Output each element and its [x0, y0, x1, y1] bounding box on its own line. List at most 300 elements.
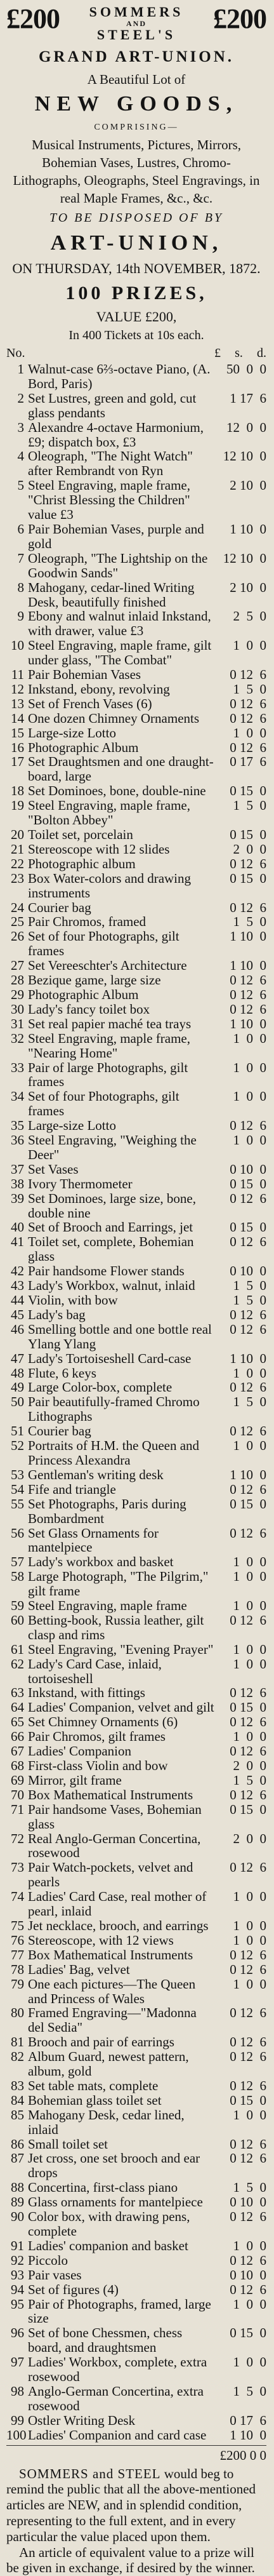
lot-line: A Beautiful Lot of	[87, 72, 186, 87]
prize-number: 78	[11, 1961, 24, 1977]
prize-value: 1 5 0	[233, 2383, 266, 2399]
firm-block	[89, 4, 184, 41]
column-headers	[6, 344, 266, 362]
prize-value: 0 12 6	[230, 2136, 266, 2152]
prize-row	[6, 1686, 266, 1700]
prize-value: 1 17 6	[230, 390, 266, 406]
prize-row	[6, 798, 266, 828]
prize-value: 0 15 0	[230, 1801, 266, 1817]
prize-description: Ladies' Companion and card case	[28, 2427, 207, 2443]
prize-number: 28	[11, 972, 24, 988]
prize-number: 98	[11, 2383, 24, 2399]
prize-row	[6, 1322, 266, 1352]
prize-description: Box Water-colors and drawing instruments	[28, 870, 192, 901]
prize-number: 19	[11, 798, 24, 814]
prize-row	[6, 1759, 266, 1773]
prize-number: 21	[11, 841, 24, 857]
prize-value: 1 10 0	[230, 2427, 266, 2443]
prize-number: 25	[11, 914, 24, 930]
prize-value: 0 17 6	[230, 754, 266, 770]
prize-description: Steel Engraving, maple frame	[28, 1598, 187, 1614]
prize-row	[6, 2079, 266, 2093]
prize-description: Set of figures (4)	[28, 2281, 119, 2297]
prize-number: 49	[11, 1379, 24, 1395]
prize-description: Lady's Workbox, walnut, inlaid	[28, 1278, 195, 1294]
prize-description: Inkstand, ebony, revolving	[28, 681, 170, 697]
prize-number: 62	[11, 1656, 24, 1672]
prize-description: Lady's Tortoiseshell Card-case	[28, 1350, 192, 1366]
prize-value: 0 15 0	[230, 1700, 266, 1715]
prize-number: 85	[11, 2107, 24, 2123]
prize-description: First-class Violin and bow	[28, 1758, 168, 1773]
prize-description: Large-size Lotto	[28, 725, 116, 741]
prize-value: 0 12 6	[230, 1481, 266, 1497]
prize-number: 65	[11, 1714, 24, 1730]
prize-description: Concertina, first-class piano	[28, 2180, 178, 2196]
prize-row	[6, 726, 266, 741]
total-amount: £200 0 0	[219, 2447, 266, 2463]
prize-description: One each pictures—The Queen and Princess of Wales	[28, 1976, 196, 2006]
prize-row	[6, 1162, 266, 1177]
prize-description: Betting-book, Russia leather, gilt clasp and rims	[28, 1612, 204, 1642]
prize-row	[6, 1948, 266, 1962]
prize-description: Set of Brooch and Earrings, jet	[28, 1219, 193, 1235]
prize-description: Smelling bottle and one bottle real Ylang Ylang	[28, 1321, 212, 1352]
prize-value: 0 12 6	[230, 2281, 266, 2297]
prize-number: 39	[11, 1190, 24, 1206]
prize-description: Steel Engraving, maple frame, "Bolton Abbey"	[28, 798, 190, 828]
prize-row	[6, 1555, 266, 1569]
prize-value: 1 0 0	[233, 1059, 266, 1075]
prize-number: 1	[17, 361, 24, 377]
prize-value: 0 12 6	[230, 1961, 266, 1977]
prize-row	[6, 1220, 266, 1235]
prize-row	[6, 1395, 266, 1424]
prize-value: 1 5 0	[233, 1394, 266, 1410]
prize-number: 60	[11, 1612, 24, 1628]
prize-row	[6, 2108, 266, 2137]
prize-description: Set Vereeschter's Architecture	[28, 958, 187, 974]
prize-number: 14	[11, 710, 24, 726]
prize-value: 0 12 6	[230, 1714, 266, 1730]
prize-number: 74	[11, 1889, 24, 1905]
prize-number: 94	[11, 2281, 24, 2297]
prize-number: 95	[11, 2296, 24, 2312]
prize-row	[6, 1061, 266, 1090]
prize-number: 30	[11, 1001, 24, 1017]
prize-description: Lady's Card Case, inlaid, tortoiseshell	[28, 1656, 162, 1686]
prize-row	[6, 1715, 266, 1729]
prize-value: 0 12 6	[230, 2252, 266, 2268]
prize-row	[6, 682, 266, 697]
art-union-heading: ART-UNION,	[50, 231, 223, 255]
prize-description: Pair Bohemian Vases, purple and gold	[28, 521, 204, 551]
prize-number: 58	[11, 1569, 24, 1585]
prize-number: 57	[11, 1554, 24, 1570]
prize-row	[6, 420, 266, 450]
prize-row	[6, 2151, 266, 2180]
prize-description: Box Mathematical Instruments	[28, 1787, 193, 1802]
prize-row	[6, 1366, 266, 1381]
prize-row	[6, 1264, 266, 1278]
prize-row	[6, 1832, 266, 1861]
prize-row	[6, 1497, 266, 1526]
prize-number: 24	[11, 899, 24, 915]
prize-value: 0 12 6	[230, 1306, 266, 1322]
prize-description: Framed Engraving—"Madonna del Sedia"	[28, 2005, 197, 2036]
prize-row	[6, 2268, 266, 2283]
prize-number: 31	[11, 1016, 24, 1031]
prize-description: Pair of large Photographs, gilt frames	[28, 1059, 188, 1090]
prize-row	[6, 2283, 266, 2297]
prize-row	[6, 1002, 266, 1017]
prize-number: 51	[11, 1423, 24, 1439]
prize-value: 0 12 6	[230, 986, 266, 1002]
prize-number: 50	[11, 1394, 24, 1410]
prize-number: 82	[11, 2049, 24, 2065]
prize-description: Ladies' Workbox, complete, extra rosewood	[28, 2354, 207, 2385]
prize-value: 0 12 6	[230, 1234, 266, 1250]
prize-value: 0 10 0	[230, 1161, 266, 1177]
prize-number: 91	[11, 2237, 24, 2253]
prize-description: Mirror, gilt frame	[28, 1772, 122, 1788]
prize-value: 0 12 6	[230, 1379, 266, 1395]
prize-value: 1 10 0	[230, 929, 266, 944]
prize-number: 36	[11, 1132, 24, 1148]
prize-description: Ebony and walnut inlaid Inkstand, with drawer, value £3	[28, 608, 211, 639]
prize-description: Large Photograph, "The Pilgrim," gilt frame	[28, 1569, 209, 1599]
prize-row	[6, 741, 266, 755]
prize-number: 5	[17, 478, 24, 493]
prize-value: 0 12 6	[230, 1118, 266, 1134]
prize-number: 32	[11, 1030, 24, 1046]
closing-paragraph	[6, 2466, 266, 2545]
prize-number: 87	[11, 2150, 24, 2166]
prize-value: 1 10 0	[230, 521, 266, 537]
prize-value: 0 12 6	[230, 1190, 266, 1206]
prize-value: 2 0 0	[233, 1758, 266, 1773]
prize-row	[6, 1424, 266, 1439]
prize-number: 46	[11, 1321, 24, 1337]
prize-description: Photographic Album	[28, 986, 139, 1002]
prize-description: Gentleman's writing desk	[28, 1466, 164, 1482]
prize-row	[6, 1177, 266, 1191]
prize-value: 0 12 6	[230, 1787, 266, 1802]
prize-value: 0 12 6	[230, 2005, 266, 2021]
prize-row	[6, 1962, 266, 1977]
col-pounds: £	[214, 346, 221, 360]
prize-value: 2 10 0	[230, 579, 266, 595]
prize-value: 0 12 6	[230, 2150, 266, 2166]
prize-number: 63	[11, 1685, 24, 1701]
prize-description: Inkstand, with fittings	[28, 1685, 145, 1701]
prize-number: 76	[11, 1932, 24, 1948]
prize-value: 0 12 6	[230, 1321, 266, 1337]
prize-value: 0 10 0	[230, 2267, 266, 2283]
prize-value: 1 5 0	[233, 1772, 266, 1788]
prize-number: 96	[11, 2325, 24, 2341]
prize-description: Courier bag	[28, 899, 91, 915]
prize-row	[6, 2049, 266, 2079]
prize-number: 79	[11, 1976, 24, 1992]
prize-row	[6, 1235, 266, 1264]
prize-description: One dozen Chimney Ornaments	[28, 710, 200, 726]
prize-row	[6, 1599, 266, 1613]
prize-row	[6, 1133, 266, 1162]
prize-row	[6, 638, 266, 667]
prize-row	[6, 2413, 266, 2428]
prize-row	[6, 901, 266, 915]
prize-row	[6, 784, 266, 798]
prize-value: 12 0 0	[226, 419, 266, 435]
prize-row	[6, 2180, 266, 2195]
prize-value: 1 0 0	[233, 1132, 266, 1148]
prize-number: 38	[11, 1176, 24, 1191]
prize-row	[6, 1657, 266, 1686]
prize-description: Ladies' Companion	[28, 1743, 132, 1759]
prize-description: Toilet set, complete, Bohemian glass	[28, 1234, 194, 1265]
prize-value: 1 5 0	[233, 914, 266, 930]
prize-row	[6, 842, 266, 857]
prize-number: 45	[11, 1306, 24, 1322]
prize-value: 1 10 0	[230, 1016, 266, 1031]
prize-value: 2 0 0	[233, 841, 266, 857]
goods-heading: NEW GOODS,	[34, 92, 238, 116]
prize-number: 3	[17, 419, 24, 435]
prize-number: 71	[11, 1801, 24, 1817]
prize-description: Pair handsome Flower stands	[28, 1263, 185, 1279]
prize-number: 40	[11, 1219, 24, 1235]
prize-number: 7	[17, 550, 24, 566]
prize-row	[6, 1788, 266, 1802]
prize-value: 1 5 0	[233, 1278, 266, 1294]
prize-row	[6, 1642, 266, 1657]
prize-number: 70	[11, 1787, 24, 1802]
closing-text: would beg to remind the public that all the above-mentioned articles are NEW, and in splendid condition, representing to the full extent, and in every particular the value placed upon them.	[6, 2465, 256, 2544]
prize-description: Anglo-German Concertina, extra rosewood	[28, 2383, 204, 2413]
prize-description: Ladies' Bag, velvet	[28, 1961, 130, 1977]
prize-row	[6, 1468, 266, 1482]
prize-value: 1 0 0	[233, 1932, 266, 1948]
prize-row	[6, 2253, 266, 2268]
prize-value: 1 0 0	[233, 1089, 266, 1104]
prize-row	[6, 522, 266, 551]
prize-value: 1 5 0	[233, 2180, 266, 2196]
prize-value: 1 5 0	[233, 1292, 266, 1308]
prize-value: 1 0 0	[233, 1976, 266, 1992]
prize-row	[6, 711, 266, 726]
prize-description: Set real papier maché tea trays	[28, 1016, 192, 1031]
comprising-label: COMPRISING—	[94, 123, 179, 132]
prize-number: 29	[11, 986, 24, 1002]
prize-description: Portraits of H.M. the Queen and Princess Alexandra	[28, 1438, 200, 1468]
prize-description: Pair Chromos, gilt frames	[28, 1729, 166, 1745]
prize-number: 11	[11, 667, 24, 683]
prize-value: 0 12 6	[230, 739, 266, 755]
prize-value: 1 0 0	[233, 1438, 266, 1454]
prize-value: 0 15 0	[230, 827, 266, 842]
prize-value: 1 0 0	[233, 1889, 266, 1905]
prize-number: 35	[11, 1118, 24, 1134]
prize-value: 0 15 0	[230, 2325, 266, 2341]
prize-row	[6, 988, 266, 1002]
prize-description: Ladies' Card Case, real mother of pearl, inlaid	[28, 1889, 207, 1919]
prize-number: 81	[11, 2034, 24, 2050]
prize-number: 75	[11, 1917, 24, 1933]
prize-value: 12 10 0	[223, 448, 266, 464]
prize-number: 93	[11, 2267, 24, 2283]
prize-value: 0 12 6	[230, 855, 266, 871]
prize-value: 0 12 6	[230, 2077, 266, 2093]
prize-row	[6, 2093, 266, 2108]
prize-row	[6, 1569, 266, 1599]
prize-description: Set Dominoes, large size, bone, double nine	[28, 1190, 196, 1221]
prize-number: 2	[17, 390, 24, 406]
prize-value: 1 0 0	[233, 1917, 266, 1933]
prize-value: 0 12 6	[230, 695, 266, 711]
prize-value: 1 0 0	[233, 1598, 266, 1614]
prize-row	[6, 2428, 266, 2443]
col-shillings: s.	[235, 346, 243, 360]
prize-number: 13	[11, 695, 24, 711]
prize-description: Set Glass Ornaments for mantelpiece	[28, 1525, 159, 1555]
prize-number: 47	[11, 1350, 24, 1366]
page-title: GRAND ART-UNION.	[38, 48, 235, 65]
prize-value: 0 12 6	[230, 1423, 266, 1439]
prize-number: 23	[11, 870, 24, 886]
prize-description: Small toilet set	[28, 2136, 108, 2152]
prize-description: Oleograph, "The Lightship on the Goodwin Sands"	[28, 550, 208, 580]
prize-number: 56	[11, 1525, 24, 1541]
prize-description: Flute, 6 keys	[28, 1365, 96, 1381]
prize-value: 0 12 6	[230, 1860, 266, 1875]
prize-number: 55	[11, 1496, 24, 1512]
prize-description: Lady's bag	[28, 1306, 86, 1322]
prize-value: 2 5 0	[233, 608, 266, 624]
value-line: VALUE £200,	[96, 309, 177, 325]
prize-value: 0 15 0	[230, 1176, 266, 1191]
prize-row	[6, 1293, 266, 1308]
prize-description: Oleograph, "The Night Watch" after Rembrandt von Ryn	[28, 448, 193, 479]
prize-description: Bezique game, large size	[28, 972, 161, 988]
prize-row	[6, 449, 266, 478]
prize-number: 33	[11, 1059, 24, 1075]
prize-value: 1 0 0	[233, 1554, 266, 1570]
tickets-line: In 400 Tickets at 10s each.	[68, 328, 204, 342]
prize-description: Violin, with bow	[28, 1292, 118, 1308]
prize-number: 20	[11, 827, 24, 842]
prize-description: Fife and triangle	[28, 1481, 116, 1497]
prize-description: Stereoscope, with 12 views	[28, 1932, 174, 1948]
prize-row	[6, 2384, 266, 2413]
prize-description: Glass ornaments for mantelpiece	[28, 2194, 203, 2210]
prize-value: 1 0 0	[233, 1729, 266, 1745]
firm-top: SOMMERS	[89, 4, 184, 20]
prize-value: 1 10 0	[230, 1466, 266, 1482]
prize-row	[6, 1380, 266, 1395]
prize-description: Piccolo	[28, 2252, 68, 2268]
prize-row	[6, 667, 266, 682]
prize-number: 88	[11, 2180, 24, 2196]
prize-description: Real Anglo-German Concertina, rosewood	[28, 1830, 201, 1861]
prize-description: Courier bag	[28, 1423, 91, 1439]
prize-value: 0 12 6	[230, 972, 266, 988]
prize-number: 34	[11, 1089, 24, 1104]
prize-description: Photographic album	[28, 855, 136, 871]
prize-number: 80	[11, 2005, 24, 2021]
prize-value: 50 0 0	[226, 361, 266, 377]
prize-number: 22	[11, 855, 24, 871]
prize-value: 1 10 0	[230, 1350, 266, 1366]
prize-description: Set table mats, complete	[28, 2077, 159, 2093]
prize-row	[6, 1482, 266, 1497]
prize-value: 0 12 6	[230, 899, 266, 915]
prize-number: 84	[11, 2092, 24, 2108]
prize-value: 2 10 0	[230, 478, 266, 493]
prize-row	[6, 362, 266, 391]
prize-row	[6, 915, 266, 929]
prize-number: 43	[11, 1278, 24, 1294]
prize-description: Ladies' companion and basket	[28, 2237, 188, 2253]
prize-row	[6, 958, 266, 973]
col-amount	[214, 344, 266, 362]
prize-description: Set of four Photographs, gilt frames	[28, 929, 179, 959]
prize-description: Jet cross, one set brooch and ear drops	[28, 2150, 200, 2181]
prize-number: 27	[11, 958, 24, 974]
prize-row	[6, 973, 266, 988]
prize-row	[6, 1613, 266, 1642]
dispose-line: TO BE DISPOSED OF BY	[49, 211, 224, 225]
prize-value: 1 5 0	[233, 798, 266, 814]
exchange-note: An article of equivalent value to a prize will be given in exchange, if desired by the winner.	[6, 2544, 255, 2576]
prize-row	[6, 1352, 266, 1366]
prize-value: 0 15 0	[230, 2092, 266, 2108]
prize-row	[6, 1933, 266, 1948]
prize-description: Pair of Photographs, framed, large size	[28, 2296, 211, 2326]
prize-number: 12	[11, 681, 24, 697]
prize-row	[6, 391, 266, 420]
prize-description: Pair Chromos, framed	[28, 914, 147, 930]
prize-description: Set of French Vases (6)	[28, 695, 152, 711]
prize-row	[6, 857, 266, 871]
firm-and: AND	[126, 19, 147, 28]
prize-row	[6, 1744, 266, 1759]
prize-row	[6, 609, 266, 638]
prize-number: 68	[11, 1758, 24, 1773]
prize-value: 0 15 0	[230, 1496, 266, 1512]
prize-value: 1 5 0	[233, 681, 266, 697]
prize-row	[6, 1526, 266, 1555]
prize-description: Steel Engraving, maple frame, "Christ Blessing the Children" value £3	[28, 478, 190, 523]
prize-description: Large-size Lotto	[28, 1118, 116, 1134]
prize-description: Brooch and pair of earrings	[28, 2034, 174, 2050]
prize-description: Lady's workbox and basket	[28, 1554, 174, 1570]
prize-description: Mahogany Desk, cedar lined, inlaid	[28, 2107, 185, 2137]
prize-row	[6, 580, 266, 610]
prize-row	[6, 1889, 266, 1919]
prize-number: 8	[17, 579, 24, 595]
prize-value: 0 10 0	[230, 2194, 266, 2210]
prize-row	[6, 1017, 266, 1031]
prize-description: Toilet set, porcelain	[28, 827, 133, 842]
prize-value: 1 0 0	[233, 1030, 266, 1046]
prize-value: 1 0 0	[233, 2107, 266, 2123]
prize-row	[6, 1191, 266, 1221]
prize-number: 69	[11, 1772, 24, 1788]
goods-description: Musical Instruments, Pictures, Mirrors, Bohemian Vases, Lustres, Chromo-Lithographs, Oleographs, Steel Engravings, in real Maple Frames, &c., &c.	[13, 137, 260, 206]
prize-number: 26	[11, 929, 24, 944]
prize-row	[6, 929, 266, 958]
